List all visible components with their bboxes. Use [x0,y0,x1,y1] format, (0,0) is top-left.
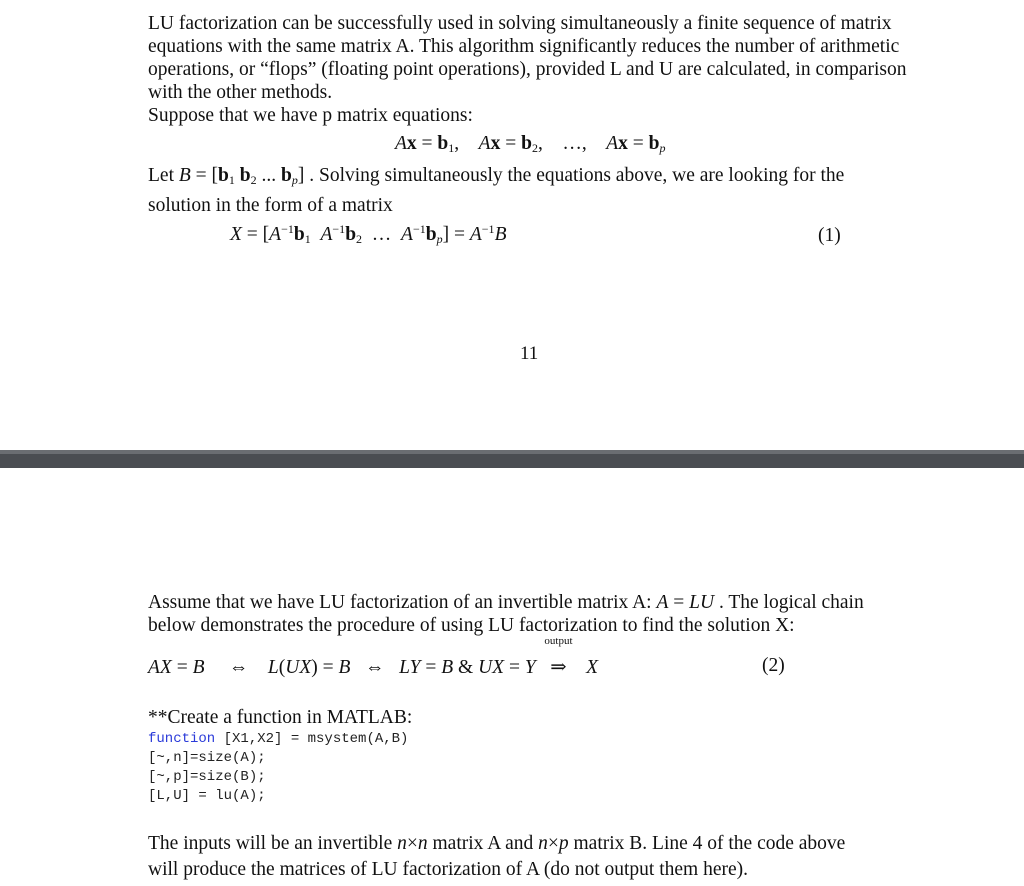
create-heading: **Create a function in MATLAB: [148,707,413,728]
equation-1-number: (1) [818,225,841,246]
matrix-equations: $Ax = b_1$, $Ax = b_2$, …, $Ax = b_p$ [395,133,666,155]
equation-2: AX = B ⇔ L(UX) = B ⇔ LY = B & UX = Y output ⇒ X [148,635,599,678]
assume-paragraph: Assume that we have LU factorization of an invertible matrix A: A = LU . The logical chain below demonstrates the procedure of using LU factorization to find the solution X: [148,592,864,636]
equation-2-number: (2) [762,655,785,676]
inputs-paragraph: The inputs will be an invertible n×n matrix A and n×p matrix B. Line 4 of the code above will produce the matrices of LU factorization of A (do not output them here). [148,833,846,880]
equation-1: $X = [A^{-1}b_1$ $A^{-1}b_2$ … $A^{-1}b_p] = A^{-1}B$ [230,222,507,246]
code-keyword: function [148,731,216,747]
lu-intro-text: LU factorization can be successfully used in solving simultaneously a finite sequence of matrix equations with the same matrix A. This algorithm significantly reduces the number of arithmetic operations, or “flops” (floating point operations), provided L and U are calculated, in comparison with the other methods. [148,13,907,103]
code-line-4: [L,U] = lu(A); [148,788,266,804]
code-line-3: [~,p]=size(B); [148,769,266,785]
matlab-code: function [X1,X2] = msystem(A,B) [~,n]=size(A); [~,p]=size(B); [L,U] = lu(A); [148,731,409,804]
let-paragraph: Let $B = [b_1$ $b_2$ ... $b_p$] . Solving simultaneously the equations above, we are looking for the solution in the form of a matrix [148,165,845,216]
code-line-2: [~,n]=size(A); [148,750,266,766]
page-separator [0,450,1024,468]
output-arrow: output ⇒ [544,635,573,678]
intro-paragraph [148,12,918,127]
page-number: 11 [520,343,539,364]
suppose-line: Suppose that we have p matrix equations: [148,105,473,126]
page-12 [0,468,1024,886]
